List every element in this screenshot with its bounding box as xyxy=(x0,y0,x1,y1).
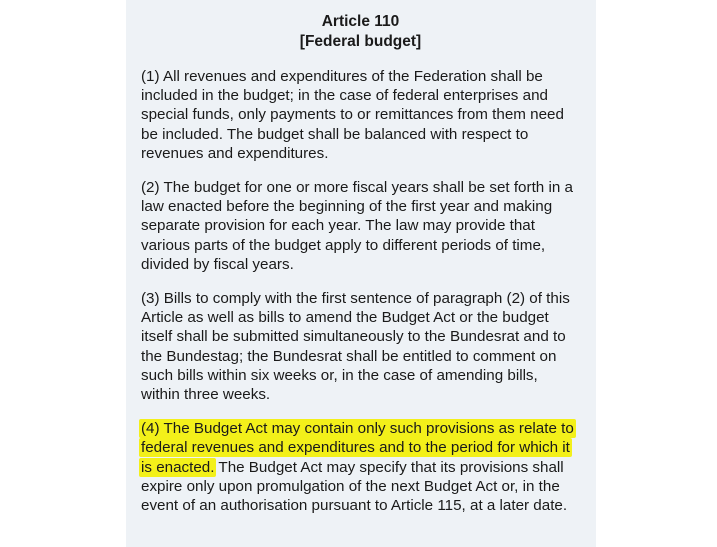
highlighted-text: (4) The Budget Act may contain only such provisions as relate to federal revenues and expenditures and to the period for which it is enacted. xyxy=(141,420,574,476)
article-number: Article 110 xyxy=(321,13,400,30)
paragraph-4 xyxy=(141,419,580,515)
paragraph-1: (1) All revenues and expenditures of the Federation shall be included in the budget; in the case of federal enterprises and special funds, only payments to or remittances from them need be included. The budget shall be balanced with respect to revenues and expenditures. xyxy=(141,68,564,162)
paragraph-2: (2) The budget for one or more fiscal years shall be set forth in a law enacted before the beginning of the first year and making separate provision for each year. The law may provide that various parts of the budget apply to different periods of time, divided by fiscal years. xyxy=(141,179,573,273)
document-panel xyxy=(126,0,596,547)
paragraph-4-rest: The Budget Act may specify that its provisions shall expire only upon promulgation of the next Budget Act or, in the event of an authorisation pursuant to Article 115, at a later date. xyxy=(141,458,568,515)
article-subtitle: [Federal budget] xyxy=(299,33,422,50)
paragraph-3: (3) Bills to comply with the first sentence of paragraph (2) of this Article as well as bills to amend the Budget Act or the budget itself shall be submitted simultaneously to the Bundesrat and to the Bundestag; the Bundesrat shall be entitled to comment on such bills within six weeks or, in the case of amending bills, within three weeks. xyxy=(141,290,570,404)
article-heading xyxy=(141,12,580,52)
